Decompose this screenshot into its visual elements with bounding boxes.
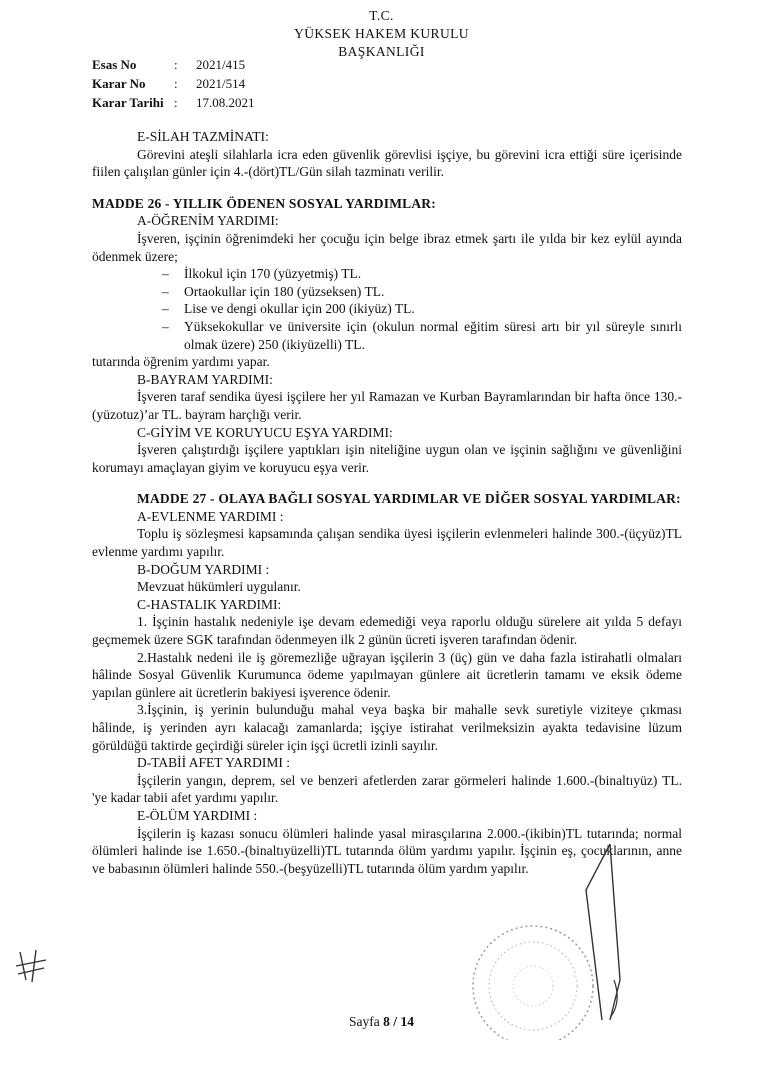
header-institution: YÜKSEK HAKEM KURULU	[294, 26, 469, 41]
header-department: BAŞKANLIĞI	[338, 44, 425, 59]
dogum-text: Mevzuat hükümleri uygulanır.	[137, 579, 301, 595]
esas-label: Esas No	[92, 57, 137, 72]
hastalik-title: C-HASTALIK YARDIMI:	[137, 596, 282, 612]
signature-icon	[580, 830, 650, 1030]
olum-title: E-ÖLÜM YARDIMI :	[137, 807, 258, 823]
madde-26-title: MADDE 26 - YILLIK ÖDENEN SOSYAL YARDIMLAR:	[92, 195, 436, 211]
evlenme-title: A-EVLENME YARDIMI :	[137, 508, 284, 524]
list-item: – Yüksekokullar ve üniversite için (okulun normal eğitim süresi artı bir yıl süreyle sınırlı olmak üzere) 250 (ikiyüzelli) TL.	[162, 318, 682, 353]
giyim-text: İşveren çalıştırdığı işçilere yaptıkları işin niteliğine uygun olan ve işçinin sağlığını ve güvenliğini korumayı amaçlayan giyim ve koruyucu eşya verir.	[92, 442, 682, 475]
list-item: – Lise ve dengi okullar için 200 (ikiyüz) TL.	[162, 300, 682, 318]
evlenme-text: Toplu iş sözleşmesi kapsamında çalışan sendika üyesi işçilerin evlenmeleri halinde 300.-(üçyüz)TL evlenme yardımı yapılır.	[92, 526, 682, 560]
list-item: – İlkokul için 170 (yüzyetmiş) TL.	[162, 265, 682, 283]
giyim-title: C-GİYİM VE KORUYUCU EŞYA YARDIMI:	[137, 424, 393, 440]
afet-text: İşçilerin yangın, deprem, sel ve benzeri afetlerden zarar görmeleri halinde 1.600.-(binaltıyüz) TL. 'ye kadar tabii afet yardımı yapılır.	[92, 772, 682, 806]
tarih-row	[92, 93, 255, 112]
silah-title: E-SİLAH TAZMİNATI:	[137, 129, 269, 144]
case-meta	[92, 55, 255, 112]
tarih-value: 17.08.2021	[196, 95, 255, 110]
dogum-title: B-DOĞUM YARDIMI :	[137, 561, 270, 577]
hastalik-item-2: 2.Hastalık nedeni ile iş göremezliğe uğrayan işçilerin 3 (üç) gün ve daha fazla istirahatli olmaları hâlinde Sosyal Güvenlik Kurumunca ödeme yapılmayan günlere ait ücretlerin tamamı ve eksik ödeme yapılan günlere ait ücretlerin bakiyesi işverence ödenir.	[92, 649, 682, 700]
esas-row	[92, 55, 255, 74]
header-tc: T.C.	[369, 8, 394, 23]
page-footer	[0, 1014, 763, 1030]
karar-value: 2021/514	[196, 76, 246, 91]
bayram-text: İşveren taraf sendika üyesi işçilere her yıl Ramazan ve Kurban Bayramlarından bir hafta önce 130.-(yüzotuz)’ar TL. bayram harçlığı verir.	[92, 389, 682, 422]
karar-row	[92, 74, 255, 93]
bayram-title: B-BAYRAM YARDIMI:	[137, 371, 273, 387]
afet-title: D-TABİİ AFET YARDIMI :	[137, 755, 291, 771]
page-current: 8	[383, 1014, 390, 1029]
page-total: 14	[400, 1014, 414, 1029]
karar-label: Karar No	[92, 76, 146, 91]
ogrenim-list	[92, 265, 682, 353]
silah-text: Görevini ateşli silahlarla icra eden güvenlik görevlisi işçiye, bu görevini icra ettiği süre içerisinde fiilen çalışılan günler için 4.-(dört)TL/Gün silah tazminatı verilir.	[92, 146, 682, 180]
esas-separator: :	[174, 57, 178, 72]
esas-value: 2021/415	[196, 57, 246, 72]
paraf-icon	[12, 946, 52, 986]
hastalik-item-1: 1. İşçinin hastalık nedeniyle işe devam edemediği veya raporlu olduğu sürelere ait yılda 5 defayı geçmemek üzere SGK tarafından ödenmeyen ilk 2 günün ücreti işveren tarafından ödenir.	[92, 614, 682, 648]
page-label: Sayfa	[349, 1014, 380, 1029]
ogrenim-title: A-ÖĞRENİM YARDIMI:	[137, 213, 279, 229]
list-item: – Ortaokullar için 180 (yüzseksen) TL.	[162, 283, 682, 301]
hastalik-item-3: 3.İşçinin, iş yerinin bulunduğu mahal veya başka bir mahalle sevk suretiyle viziteye çıkması hâlinde, iş yerinden ayrı kalacağı zamanlarda; işçiye istirahat verilmeksizin ayakta tedavisine lüzum görüldüğü taktirde geçirdiği süreler için işçi ücretli izinli sayılır.	[92, 702, 682, 753]
page-separator: /	[393, 1014, 398, 1029]
olum-text: İşçilerin iş kazası sonucu ölümleri halinde yasal mirasçılarına 2.000.-(ikibin)TL tutarında; normal ölümleri halinde ise 1.650.-(binaltıyüzelli)TL tutarında ölüm yardımı yapılır. İşçinin eş, çocuklarının, anne ve babasının ölümleri halinde 550.-(beşyüzelli)TL tutarında ölüm yardım yapılır.	[92, 825, 682, 876]
karar-separator: :	[174, 76, 178, 91]
tarih-separator: :	[174, 95, 178, 110]
tarih-label: Karar Tarihi	[92, 95, 164, 110]
ogrenim-end: tutarında öğrenim yardımı yapar.	[92, 354, 270, 370]
madde-27-title: MADDE 27 - OLAYA BAĞLI SOSYAL YARDIMLAR VE DİĞER SOSYAL YARDIMLAR:	[137, 491, 681, 507]
ogrenim-text: İşveren, işçinin öğrenimdeki her çocuğu için belge ibraz etmek şartı ile yılda bir kez eylül ayında ödenmek üzere;	[92, 230, 682, 264]
document-body	[92, 128, 682, 877]
